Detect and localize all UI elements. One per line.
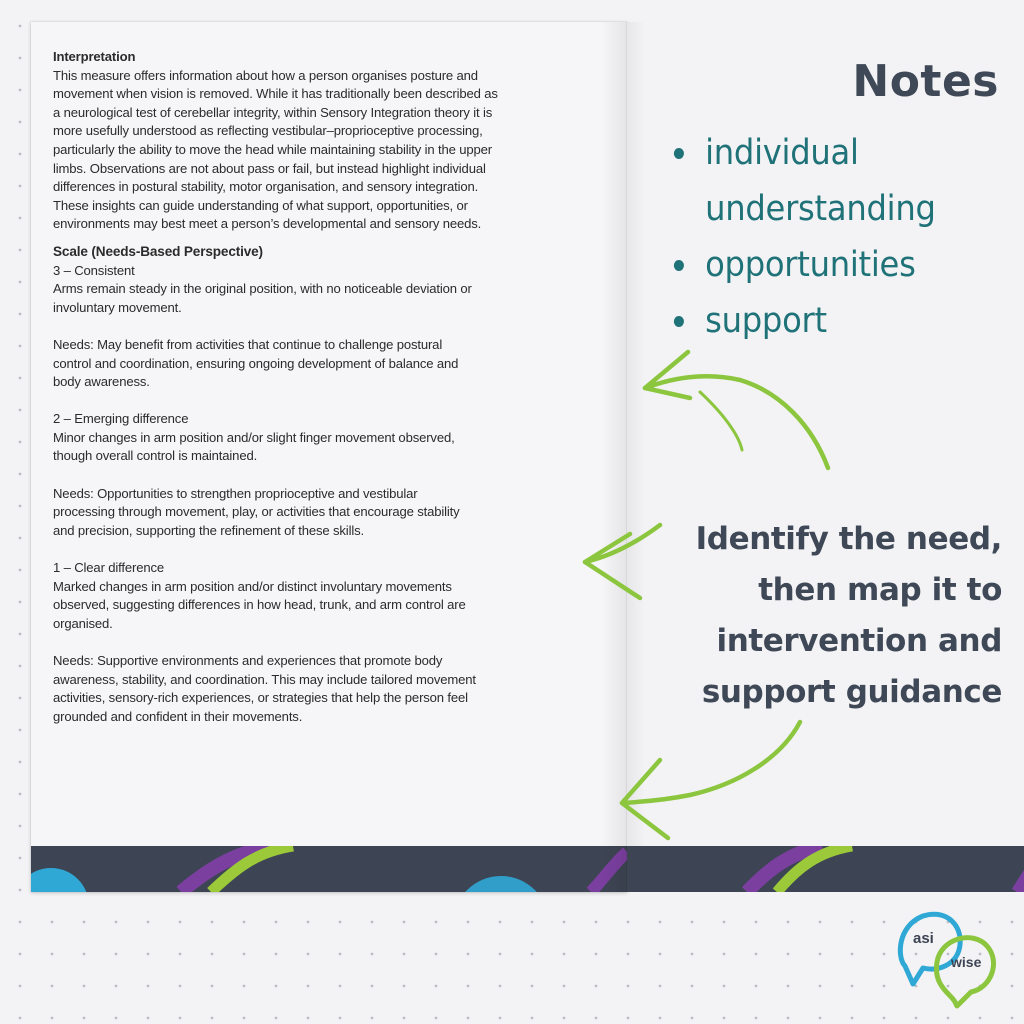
needs-line: activities, sensory-rich experiences, or strategies that help the person feel: [53, 690, 468, 706]
needs-line: awareness, stability, and coordination. This may include tailored movement: [53, 671, 476, 687]
level-title: 1 – Clear difference: [53, 560, 165, 576]
decorative-band-left: [31, 846, 627, 892]
notes-item-text: individual: [705, 133, 859, 173]
notes-item-continuation: [672, 181, 936, 237]
logo-word-asi: asi: [913, 930, 934, 947]
text-line: organised.: [53, 615, 113, 631]
notes-title: Notes: [852, 56, 999, 107]
notes-item-text: opportunities: [705, 245, 916, 285]
needs-line: Needs: Supportive environments and experiences that promote body: [53, 653, 443, 668]
band-shapes-icon: [627, 846, 1024, 892]
notes-item-text: support: [705, 301, 827, 341]
callout-line: Identify the need,: [695, 521, 1002, 557]
bullet-icon: [674, 260, 684, 271]
band-shapes-icon: [31, 846, 627, 892]
callout-line: support guidance: [701, 674, 1002, 710]
text-line: involuntary movement.: [53, 299, 182, 315]
asiwise-logo: [893, 906, 1003, 1011]
text-line: Marked changes in arm position and/or distinct involuntary movements: [53, 578, 452, 594]
text-line: a neurological test of cerebellar integrity, within Sensory Integration theory it is: [53, 104, 493, 120]
document-page-left: [31, 22, 627, 892]
needs-line: Needs: May benefit from activities that continue to challenge postural: [53, 336, 443, 352]
scale-heading: Scale (Needs-Based Perspective): [53, 243, 263, 259]
text-line: Minor changes in arm position and/or slight finger movement observed,: [53, 429, 455, 445]
text-line: observed, suggesting differences in how head, trunk, and arm control are: [53, 597, 466, 613]
needs-line: grounded and confident in their movements.: [53, 708, 303, 724]
notes-item: [672, 293, 936, 349]
callout-text: [602, 514, 1002, 718]
logo-word-wise: wise: [951, 954, 982, 970]
text-line: particularly the ability to move the head while maintaining stability in the upper: [53, 141, 492, 157]
document-text: [53, 48, 613, 726]
decorative-band-right: [627, 846, 1024, 892]
spacer: [53, 633, 613, 652]
notes-item-text: understanding: [705, 189, 936, 229]
bullet-icon: [674, 148, 684, 159]
text-line: This measure offers information about how a person organises posture and: [53, 67, 478, 83]
level-title: 2 – Emerging difference: [53, 411, 189, 427]
level-title: 3 – Consistent: [53, 262, 135, 278]
notes-item: [672, 125, 936, 181]
notes-item: [672, 237, 936, 293]
bullet-icon: [674, 316, 684, 327]
speech-bubbles-icon: [893, 906, 1003, 1011]
needs-line: processing through movement, play, or activities that encourage stability: [53, 504, 460, 520]
text-line: though overall control is maintained.: [53, 448, 258, 464]
spacer: [53, 392, 613, 411]
text-line: differences in postural stability, motor organisation, and sensory integration.: [53, 179, 479, 195]
notes-list: [672, 125, 959, 349]
text-line: more usefully understood as reflecting vestibular–proprioceptive processing,: [53, 123, 483, 139]
text-line: These insights can guide understanding of what support, opportunities, or: [53, 197, 468, 213]
text-line: environments may best meet a person’s developmental and sensory needs.: [53, 216, 482, 232]
callout-line: intervention and: [716, 623, 1002, 659]
callout-line: then map it to: [758, 572, 1002, 608]
needs-line: Needs: Opportunities to strengthen proprioceptive and vestibular: [53, 485, 418, 501]
needs-line: control and coordination, ensuring ongoing development of balance and: [53, 355, 459, 371]
spacer: [53, 540, 613, 559]
text-line: movement when vision is removed. While it has traditionally been described as: [53, 86, 498, 102]
spacer: [53, 317, 613, 336]
text-line: Arms remain steady in the original position, with no noticeable deviation or: [53, 281, 472, 297]
interpretation-heading: Interpretation: [53, 49, 136, 64]
text-line: limbs. Observations are not about pass or fail, but instead highlight individual: [53, 160, 486, 176]
needs-line: body awareness.: [53, 374, 150, 390]
spacer: [53, 466, 613, 485]
needs-line: and precision, supporting the refinement of these skills.: [53, 522, 364, 538]
